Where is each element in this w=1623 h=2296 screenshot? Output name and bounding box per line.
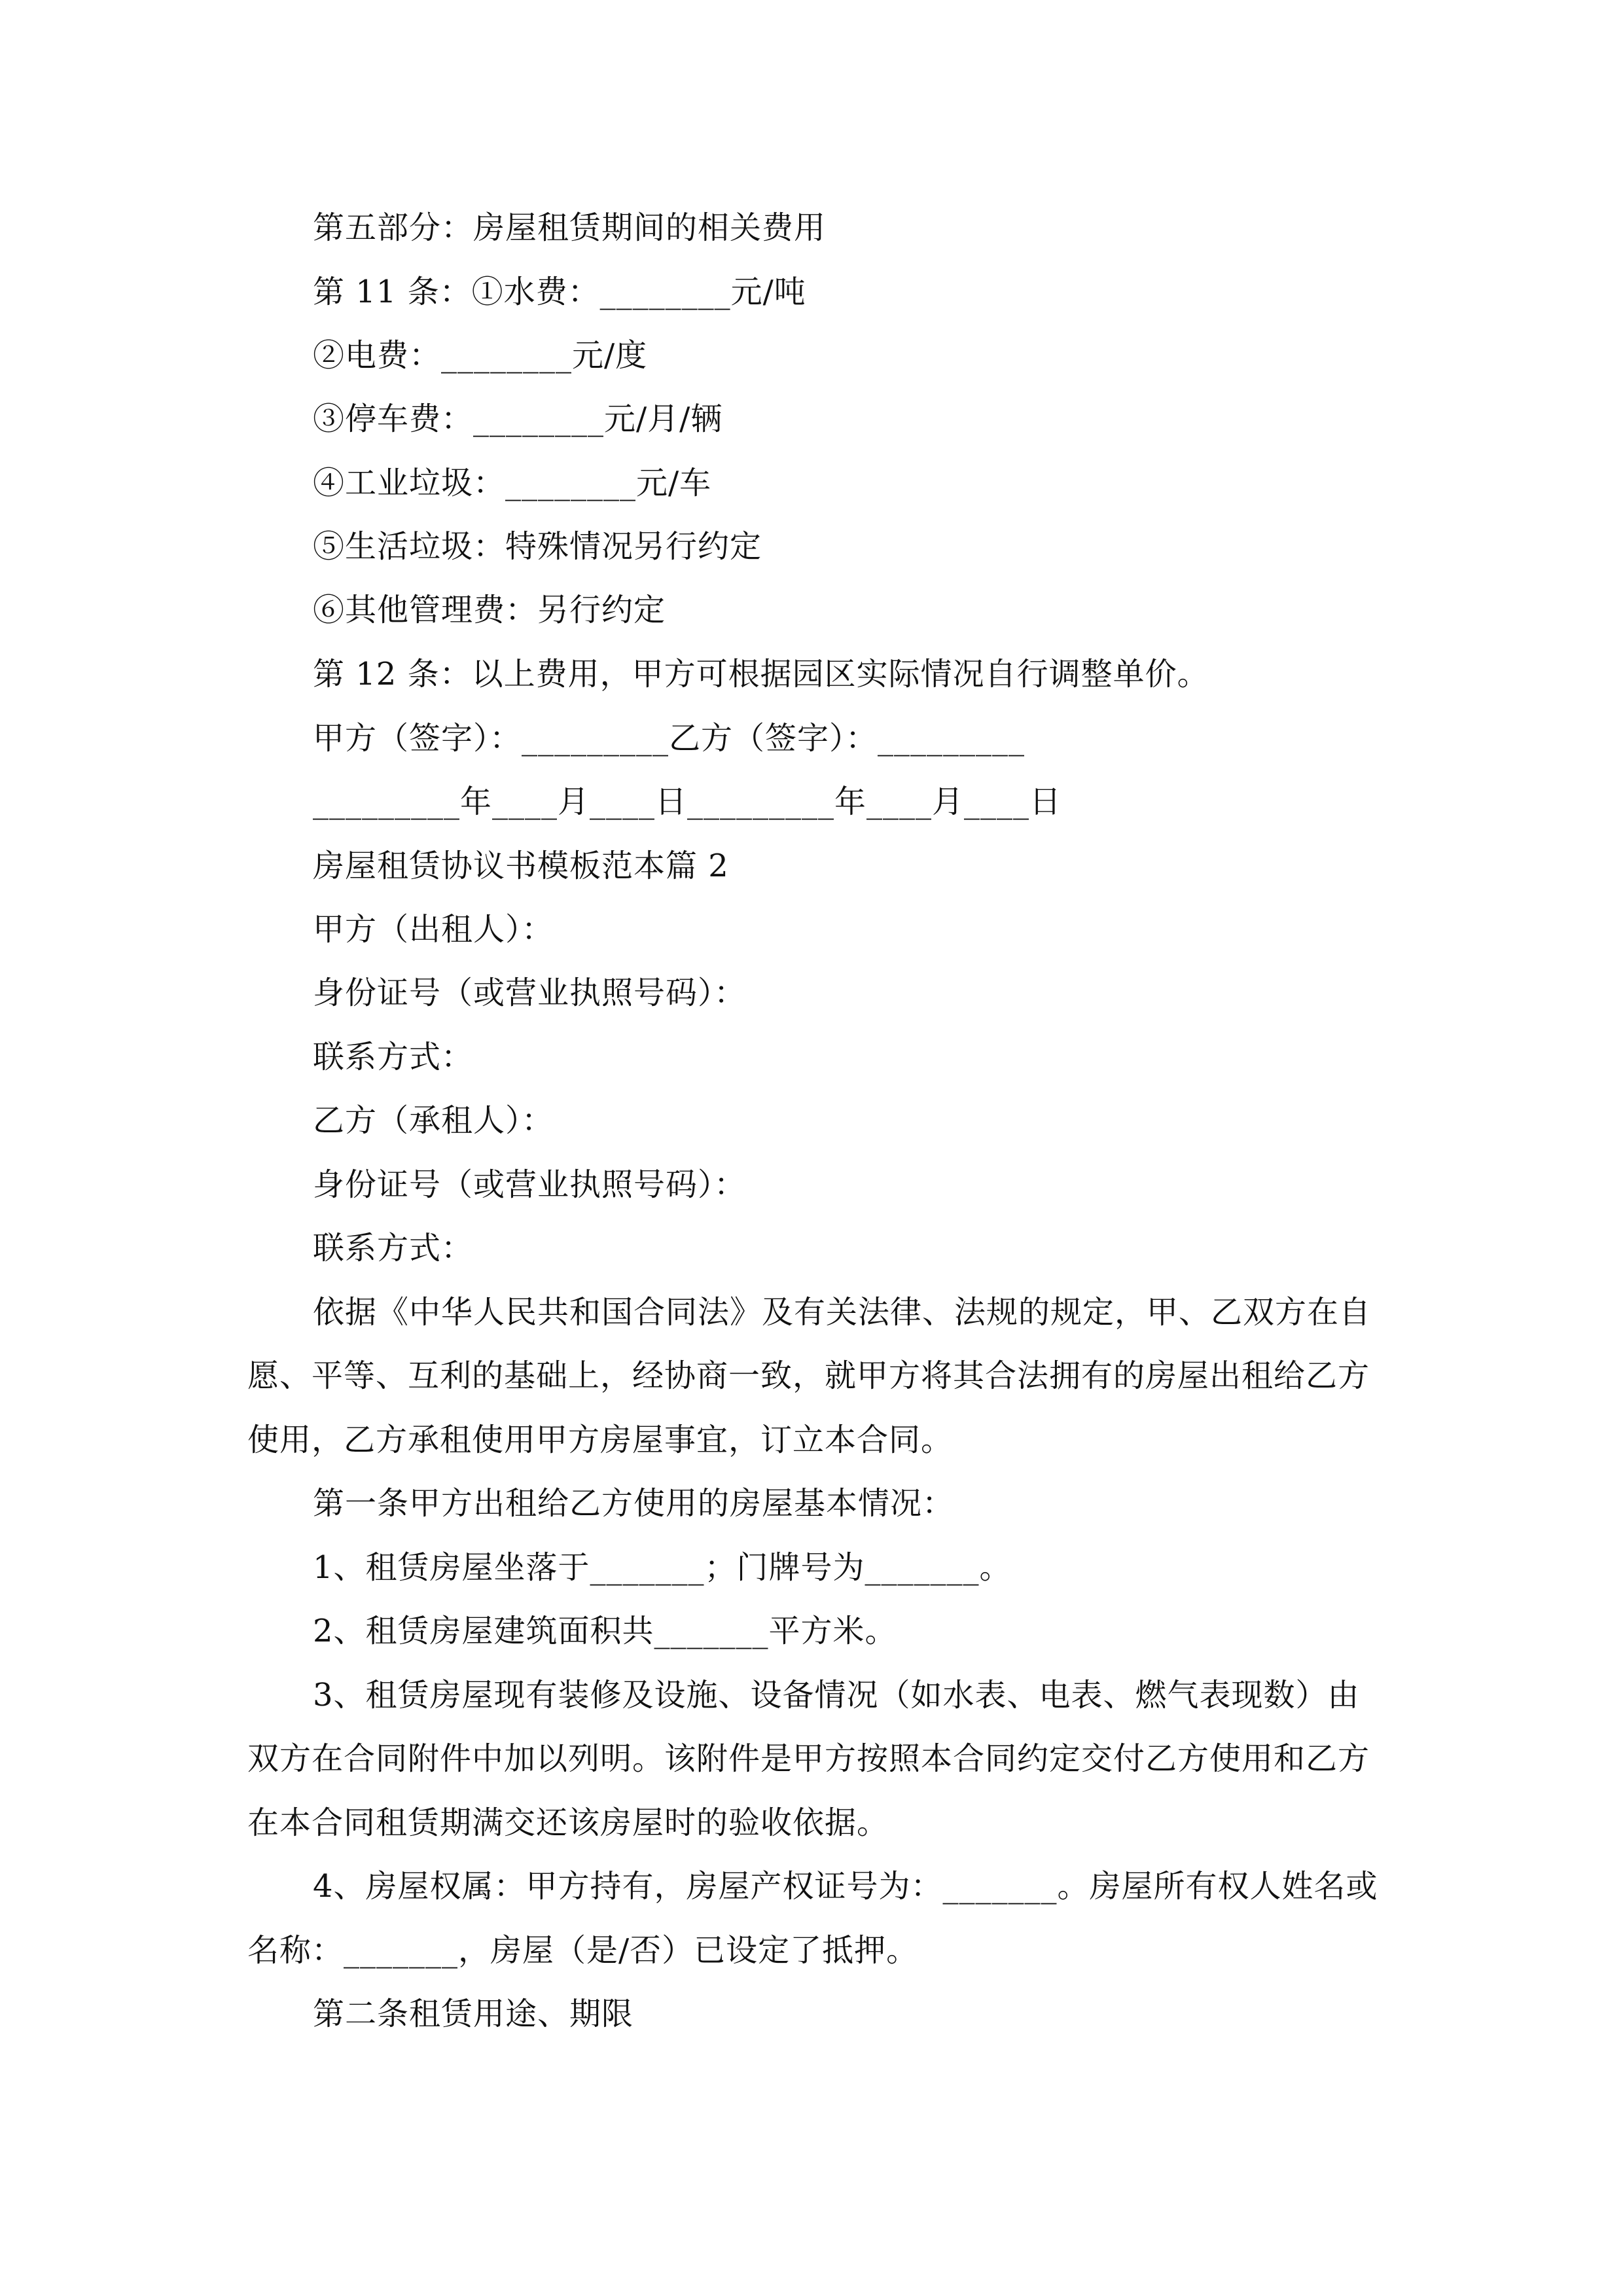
preamble-line-2: 愿、平等、互利的基础上，经协商一致，就甲方将其合法拥有的房屋出租给乙方 (247, 1357, 1370, 1394)
clause-11-water-fee: 第 11 条：①水费：________元/吨 (313, 274, 806, 310)
item-1-location: 1、租赁房屋坐落于_______；门牌号为_______。 (313, 1549, 1012, 1586)
item-2-area: 2、租赁房屋建筑面积共_______平方米。 (313, 1613, 897, 1649)
party-b-label: 乙方（承租人）： (313, 1102, 554, 1139)
party-a-contact-label: 联系方式： (313, 1039, 474, 1075)
party-b-id-label: 身份证号（或营业执照号码）： (313, 1166, 747, 1203)
parking-fee: ③停车费：________元/月/辆 (313, 401, 723, 437)
date-line: _________年____月____日_________年____月____日 (313, 783, 1062, 820)
article-1-heading: 第一条甲方出租给乙方使用的房屋基本情况： (313, 1485, 955, 1522)
preamble-line-1: 依据《中华人民共和国合同法》及有关法律、法规的规定，甲、乙双方在自 (313, 1294, 1372, 1331)
item-3-line-2: 双方在合同附件中加以列明。该附件是甲方按照本合同约定交付乙方使用和乙方 (247, 1740, 1370, 1777)
section-heading: 第五部分：房屋租赁期间的相关费用 (313, 209, 827, 246)
party-a-label: 甲方（出租人）： (313, 911, 554, 948)
item-4-line-2: 名称：_______，房屋（是/否）已设定了抵押。 (247, 1932, 919, 1969)
article-2-heading: 第二条租赁用途、期限 (313, 1996, 634, 2032)
item-4-line-1: 4、房屋权属：甲方持有，房屋产权证号为：_______。房屋所有权人姓名或 (313, 1868, 1378, 1905)
clause-12: 第 12 条：以上费用，甲方可根据园区实际情况自行调整单价。 (313, 656, 1209, 692)
preamble-line-3: 使用，乙方承租使用甲方房屋事宜，订立本合同。 (247, 1422, 954, 1458)
item-3-line-3: 在本合同租赁期满交还该房屋时的验收依据。 (247, 1804, 889, 1841)
party-a-id-label: 身份证号（或营业执照号码）： (313, 975, 747, 1011)
item-3-line-1: 3、租赁房屋现有装修及设施、设备情况（如水表、电表、燃气表现数）由 (313, 1677, 1360, 1713)
industrial-waste-fee: ④工业垃圾：________元/车 (313, 465, 712, 501)
party-b-contact-label: 联系方式： (313, 1230, 474, 1266)
template-title: 房屋租赁协议书模板范本篇 2 (313, 848, 729, 884)
electricity-fee: ②电费：________元/度 (313, 337, 648, 374)
other-management-fee: ⑥其他管理费：另行约定 (313, 592, 666, 628)
signature-line: 甲方（签字）：_________乙方（签字）：_________ (313, 720, 1026, 757)
household-waste-fee: ⑤生活垃圾：特殊情况另行约定 (313, 528, 762, 565)
